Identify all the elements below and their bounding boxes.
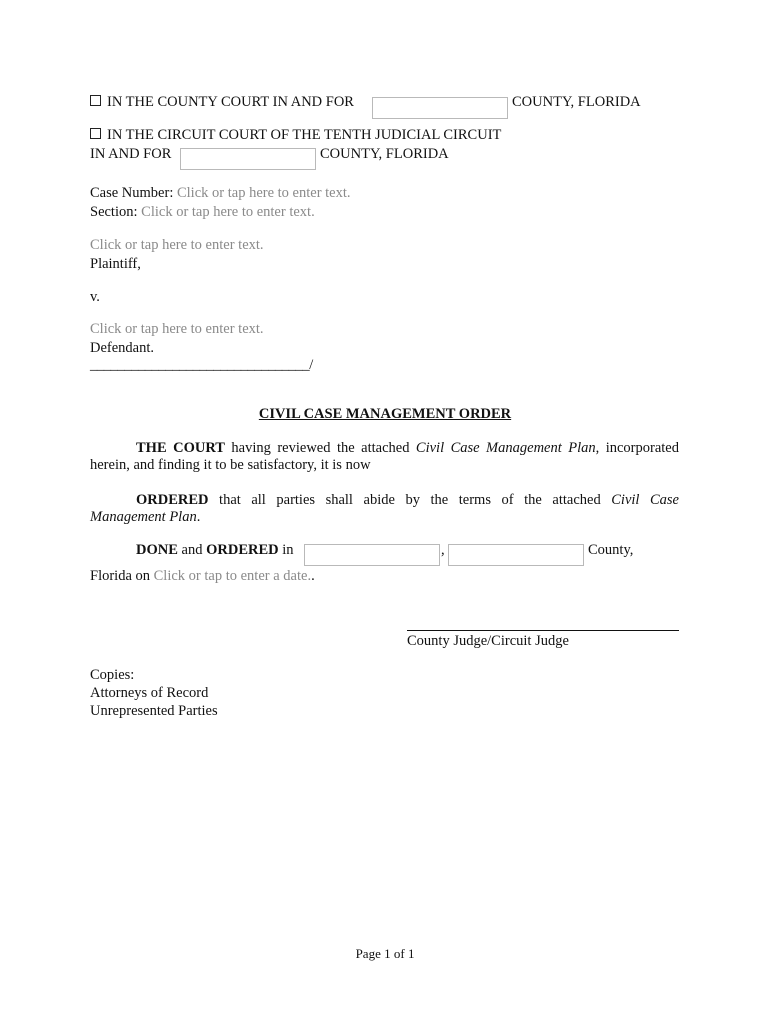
circuit-court-in-and-for: IN AND FOR [90,146,172,162]
plaintiff-label: Plaintiff, [90,256,141,272]
done-comma: , [441,542,445,558]
florida-date-row [90,568,315,585]
ordered-text: ORDERED [136,492,209,508]
section-label: Section: [90,204,138,220]
case-number-label: Case Number: [90,185,174,201]
circuit-court-label: IN THE CIRCUIT COURT OF THE TENTH JUDICIAL CIRCUIT [107,127,502,143]
circuit-court-checkbox[interactable] [90,128,101,139]
date-period: . [311,568,315,584]
p2-period: . [196,509,201,525]
page-total: 1 [407,946,415,961]
date-field[interactable]: Click or tap to enter a date. [153,568,312,584]
p2-plan-italic-2: Management Plan [90,509,197,525]
county-court-label: IN THE COUNTY COURT IN AND FOR [107,94,354,110]
and-text: and [177,542,207,558]
caption-rule-line: ________________________________/ [90,357,313,373]
county-court-county-field[interactable] [372,97,508,119]
county-florida-label-1: COUNTY, FLORIDA [512,94,641,110]
circuit-court-line [90,127,501,144]
done-ordered-text [136,542,294,559]
county-court-line [90,94,354,111]
county-court-checkbox[interactable] [90,95,101,106]
county-florida-label-2: COUNTY, FLORIDA [320,146,449,162]
page-prefix: Page [355,946,385,961]
section-field[interactable]: Click or tap here to enter text. [141,204,315,220]
county-label: County, [588,542,634,558]
p2-text: that all parties shall abide by the terms of the attached [208,492,612,508]
p1-text-1: having reviewed the attached [224,440,416,456]
in-text: in [278,542,294,558]
ordered-bold-text: ORDERED [206,542,279,558]
signature-line [407,630,679,631]
defendant-field[interactable]: Click or tap here to enter text. [90,321,264,337]
done-city-field[interactable] [304,544,440,566]
signature-label: County Judge/Circuit Judge [407,633,569,649]
done-county-field[interactable] [448,544,584,566]
p2-plan-italic-1: Civil Case [611,492,679,508]
circuit-court-county-field[interactable] [180,148,316,170]
versus-label: v. [90,289,100,305]
section-row [90,204,315,221]
plaintiff-field[interactable]: Click or tap here to enter text. [90,237,264,253]
paragraph-court-line1 [90,439,679,457]
page-of: of [390,946,408,961]
page-footer [0,946,770,962]
order-title-row [0,406,770,423]
case-number-field[interactable]: Click or tap here to enter text. [176,185,351,201]
defendant-label: Defendant. [90,340,155,356]
copies-unrepresented: Unrepresented Parties [90,703,218,719]
paragraph-ordered-line2 [90,509,200,526]
copies-heading: Copies: [90,667,135,683]
paragraph-court-line2: herein, and finding it to be satisfactory, it is now [90,457,371,473]
order-title: CIVIL CASE MANAGEMENT ORDER [258,406,512,422]
copies-attorneys: Attorneys of Record [90,685,209,701]
page-current: 1 [384,946,391,961]
the-court-text: THE COURT [136,440,225,456]
done-text: DONE [136,542,178,558]
florida-on-text: Florida on [90,568,154,584]
case-number-row [90,185,351,202]
p1-text-2: , incorporated [595,440,679,456]
paragraph-ordered-line1 [90,491,679,509]
p1-plan-italic: Civil Case Management Plan [415,440,596,456]
